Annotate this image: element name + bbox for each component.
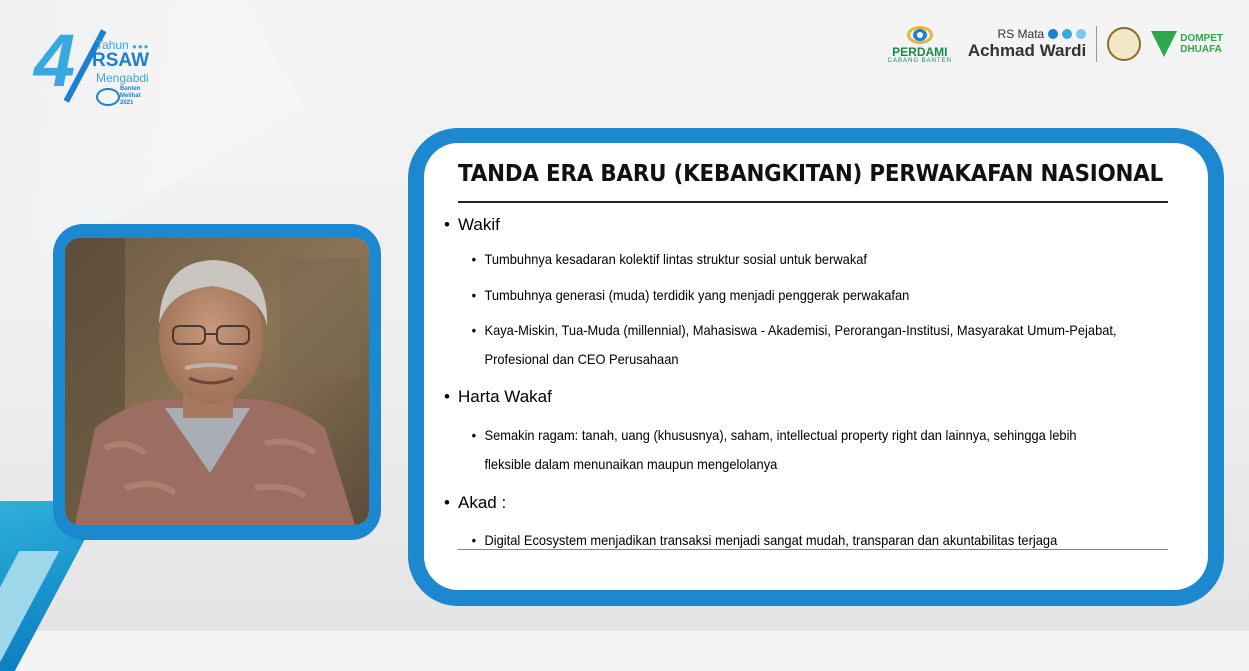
slide-frame xyxy=(408,128,1224,606)
speaker-video xyxy=(65,238,369,525)
logo-divider xyxy=(1096,26,1097,62)
rs-mata-name: Achmad Wardi xyxy=(967,41,1087,60)
tagline-line1: Banten xyxy=(120,86,141,92)
anniversary-rsaw: RSAW xyxy=(92,50,149,71)
section-heading-harta-wakaf: • Harta Wakaf xyxy=(444,387,552,407)
tagline-line2: Melihat xyxy=(120,93,141,99)
dot-icon xyxy=(1062,29,1072,39)
rs-mata-top: RS Mata xyxy=(997,27,1045,41)
logo-dots: ●●● xyxy=(132,42,150,51)
speaker-video-frame xyxy=(53,224,381,540)
anniversary-tagline xyxy=(120,86,141,107)
dot-icon xyxy=(1048,29,1058,39)
title-divider xyxy=(458,201,1168,203)
anniversary-logo xyxy=(34,19,164,114)
list-item-continuation: Profesional dan CEO Perusahaan xyxy=(484,351,679,367)
section-heading-akad: • Akad : xyxy=(444,493,506,513)
perdami-name: PERDAMI xyxy=(892,45,948,59)
list-item: • Kaya-Miskin, Tua-Muda (millennial), Mahasiswa - Akademisi, Perorangan-Institusi, Masyarakat Umum-Pejabat, xyxy=(444,316,1230,344)
dot-icon xyxy=(1076,29,1086,39)
list-item-continuation: fleksible dalam menunaikan maupun mengelolanya xyxy=(484,456,778,472)
perdami-emblem-icon xyxy=(905,24,935,46)
speaker-video-feed xyxy=(65,238,369,525)
garuda-emblem-icon xyxy=(1107,27,1141,61)
dompet-line2: DHUAFA xyxy=(1180,44,1222,55)
dompet-text xyxy=(1180,33,1223,55)
anniversary-tahun: Tahun xyxy=(96,38,129,52)
partner-logos xyxy=(882,20,1223,68)
list-item: • Tumbuhnya generasi (muda) terdidik yang menjadi penggerak perwakafan xyxy=(444,281,1230,309)
dompet-v-icon xyxy=(1151,31,1177,57)
slide xyxy=(424,143,1208,590)
anniversary-mengabdi: Mengabdi xyxy=(96,71,149,85)
bottom-divider xyxy=(458,549,1168,550)
perdami-logo xyxy=(882,24,958,64)
perdami-sub: CABANG BANTEN xyxy=(887,58,952,64)
tagline-year: 2021 xyxy=(120,100,134,106)
rs-mata-top-row xyxy=(998,27,1087,41)
eye-icon xyxy=(96,88,120,106)
dompet-line1: DOMPET xyxy=(1180,33,1223,44)
anniversary-number: 4 xyxy=(34,19,72,102)
dompet-dhuafa-logo xyxy=(1151,31,1223,57)
slide-title: TANDA ERA BARU (KEBANGKITAN) PERWAKAFAN NASIONAL xyxy=(458,161,1164,187)
list-item: • Semakin ragam: tanah, uang (khususnya), saham, intellectual property right dan lainnya, sehingga lebih xyxy=(444,421,1230,449)
list-item: • Digital Ecosystem menjadikan transaksi menjadi sangat mudah, transparan dan akuntabilitas terjaga xyxy=(444,526,1230,554)
section-heading-wakif: • Wakif xyxy=(444,215,500,235)
rs-mata-logo xyxy=(968,27,1086,61)
list-item: • Tumbuhnya kesadaran kolektif lintas struktur sosial untuk berwakaf xyxy=(444,245,1230,273)
